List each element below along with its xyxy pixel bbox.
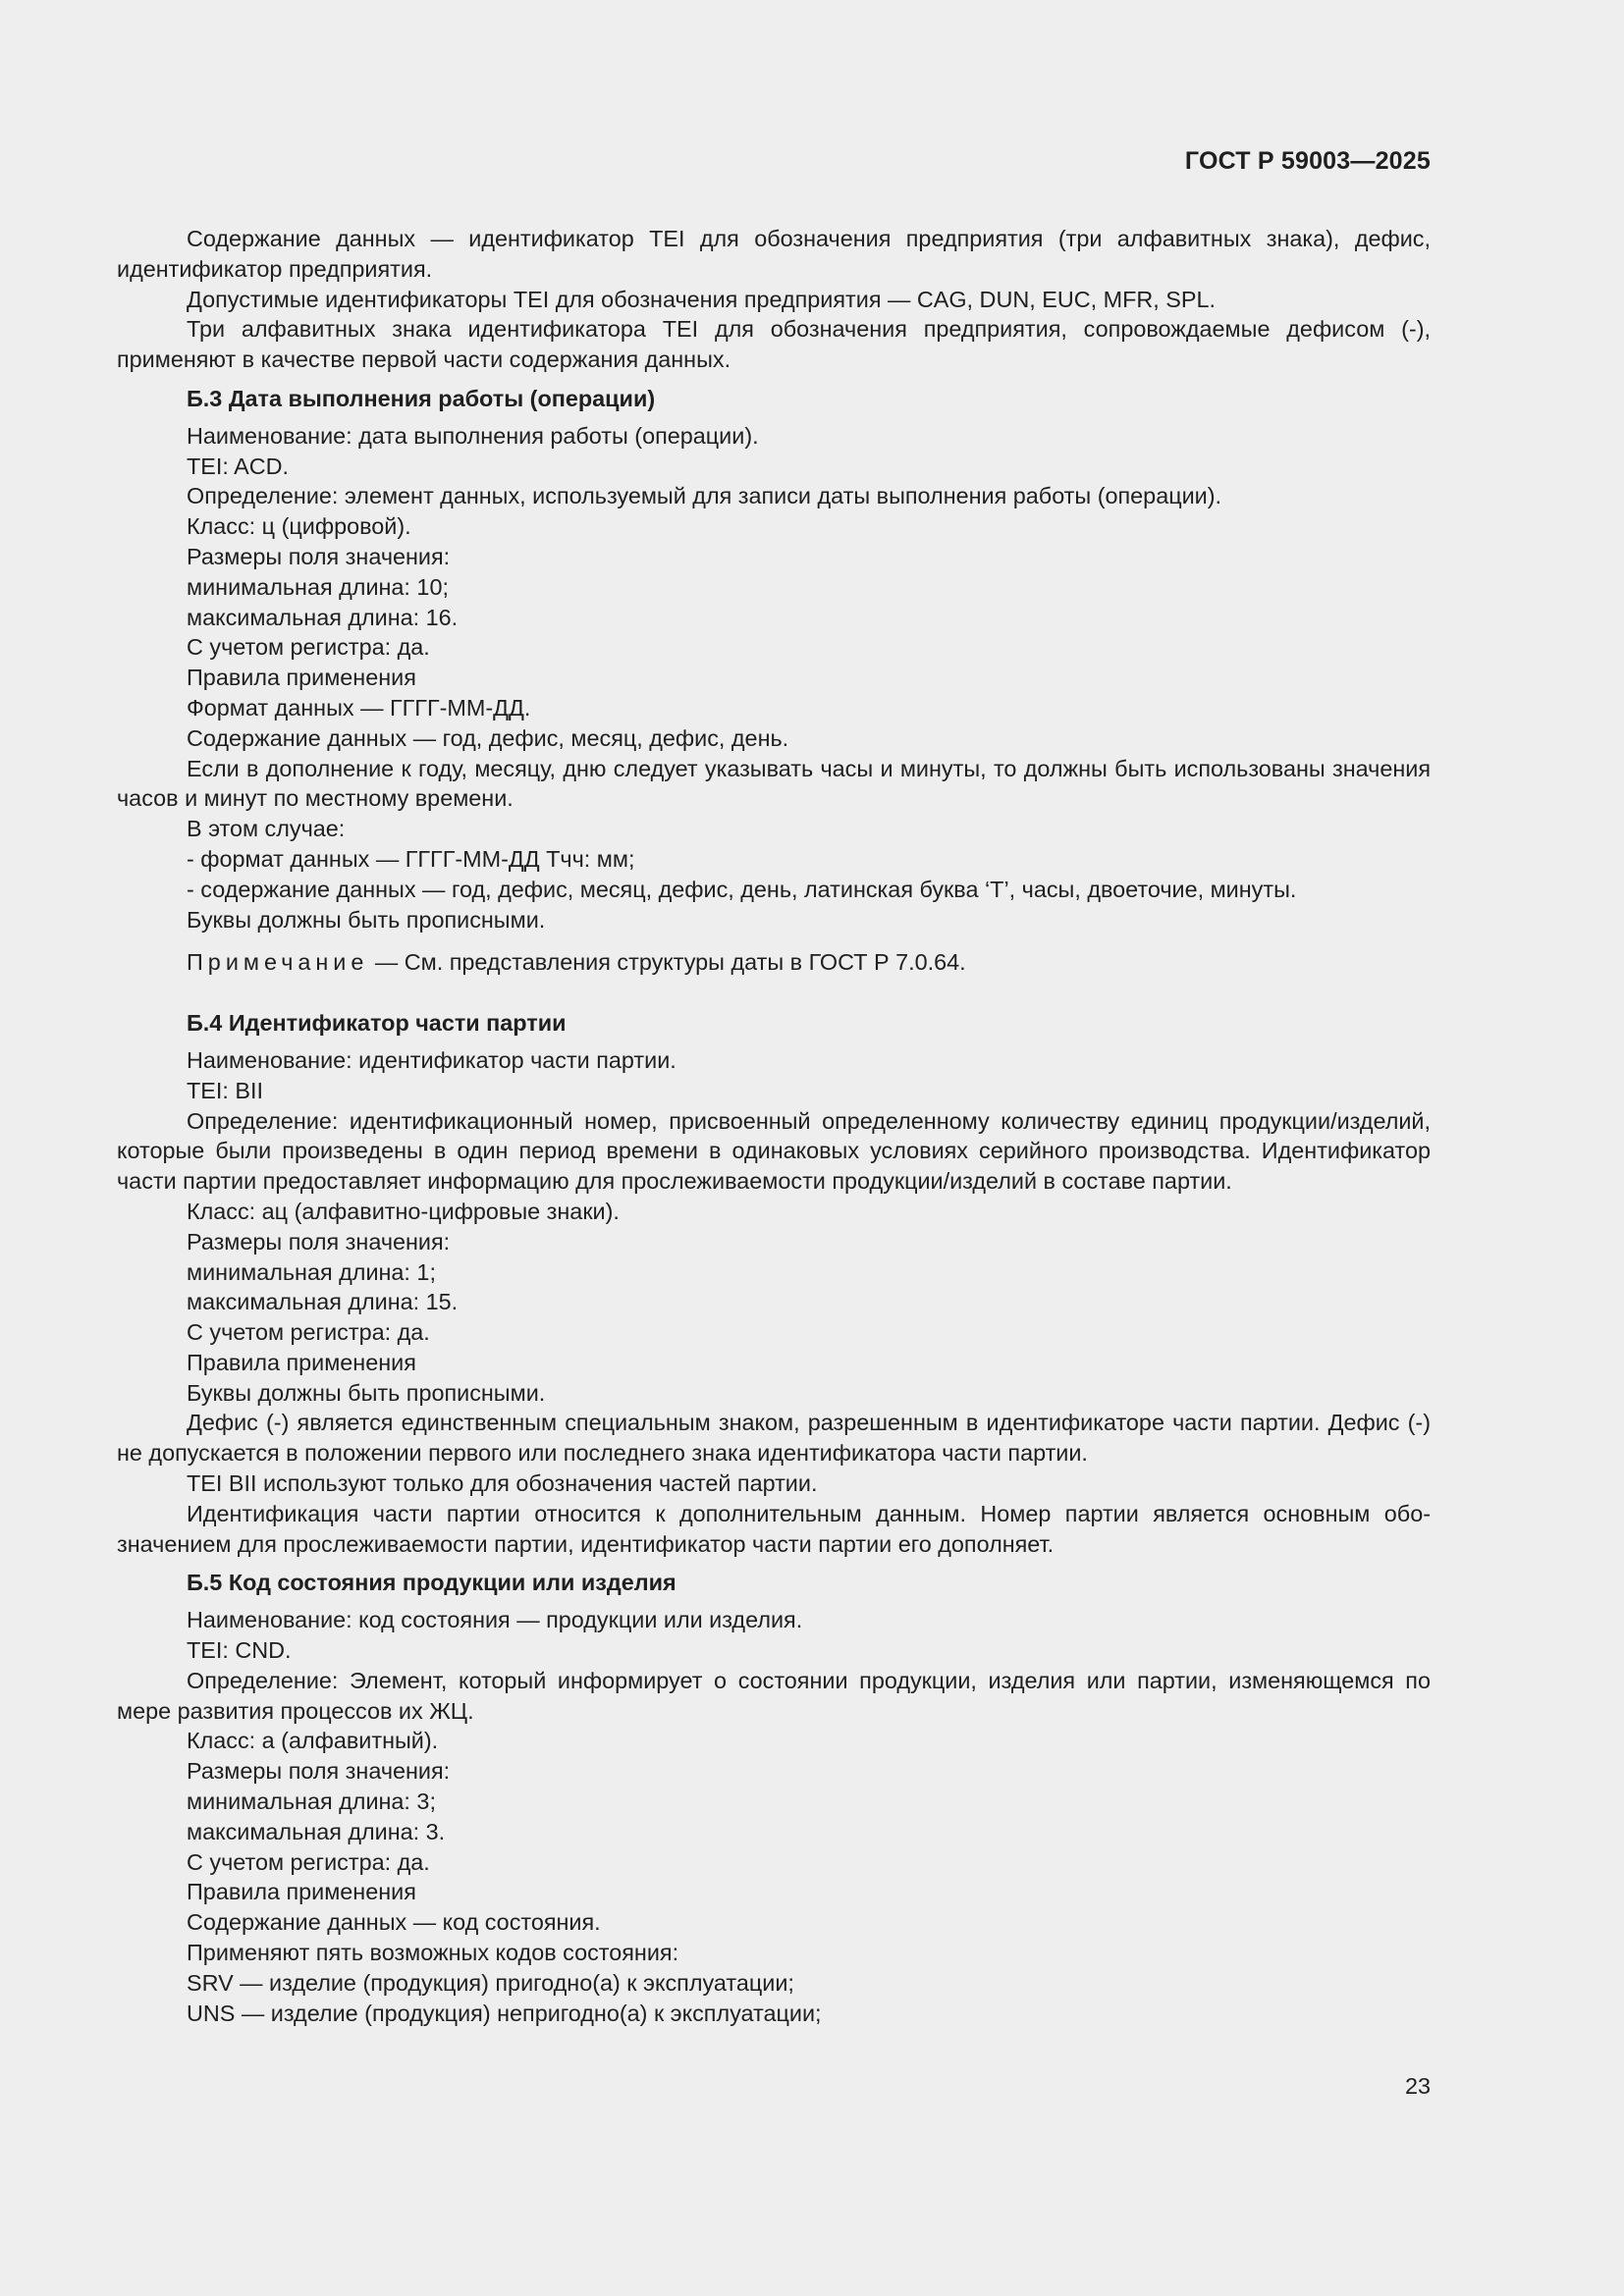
b5-max-length: максимальная длина: 3.: [187, 1818, 446, 1844]
b3-note: [117, 947, 1431, 978]
b3-format: Формат данных — ГГГГ-ММ-ДД.: [187, 694, 531, 721]
b4-min-length: минимальная длина: 1;: [187, 1258, 436, 1285]
b3-time-paragraph: Если в дополнение к году, месяцу, дню следует указывать часы и минуты, то должны быть использованы значения часов и минут по местному времени.: [117, 755, 1431, 812]
b3-class: Класс: ц (цифровой).: [187, 513, 411, 540]
b4-identification: Идентификация части партии относится к дополнительным данным. Номер партии является основным обозначением для прослеживаемости партии, идентификатор части партии его дополняет.: [117, 1500, 1431, 1557]
b3-uppercase: Буквы должны быть прописными.: [187, 906, 546, 933]
b3-name: Наименование: дата выполнения работы (операции).: [187, 422, 759, 449]
b3-tei: TEI: ACD.: [187, 453, 289, 479]
b5-code-srv: SRV — изделие (продукция) пригодно(а) к эксплуатации;: [187, 1969, 794, 1996]
b5-tei: TEI: CND.: [187, 1637, 292, 1664]
intro-paragraph-2: Допустимые идентификаторы TEI для обозначения предприятия — CAG, DUN, EUC, MFR, SPL.: [187, 286, 1216, 312]
b5-definition: Определение: Элемент, который информирует о состоянии продукции, изделия или партии, изменяющемся по мере развития процессов их ЖЦ.: [117, 1667, 1431, 1724]
b4-name: Наименование: идентификатор части партии.: [187, 1046, 677, 1073]
b4-definition: Определение: идентификационный номер, присвоенный определенному количеству единиц продукции/изделий, которые были произведены в один период времени в одинаковых условиях серийного производства. Идентификатор части партии предоставляет информацию для прослеживаемости продукции/изделий в составе партии.: [117, 1107, 1431, 1195]
document-header: ГОСТ Р 59003—2025: [1184, 147, 1431, 175]
note-text: — См. представления структуры даты в ГОСТ Р 7.0.64.: [368, 949, 966, 976]
intro-paragraph-3: Три алфавитных знака идентификатора TEI для обозначения предприятия, сопровождаемые дефисом (-), применяют в качестве первой части содержания данных.: [117, 316, 1431, 373]
b3-case: С учетом регистра: да.: [187, 634, 430, 661]
note-label: Примечание: [187, 949, 369, 976]
b5-code-uns: UNS — изделие (продукция) непригодно(а) к эксплуатации;: [187, 2000, 822, 2026]
b4-max-length: максимальная длина: 15.: [187, 1289, 459, 1315]
b5-class: Класс: а (алфавитный).: [187, 1728, 439, 1754]
page-number: 23: [1404, 2073, 1431, 2099]
b5-min-length: минимальная длина: 3;: [187, 1789, 436, 1815]
section-b4-heading: Б.4 Идентификатор части партии: [187, 1010, 567, 1037]
section-b3-heading: Б.3 Дата выполнения работы (операции): [187, 385, 656, 411]
section-b5-heading: Б.5 Код состояния продукции или изделия: [187, 1570, 677, 1596]
b3-list-item-1: - формат данных — ГГГГ-ММ-ДД Тчч: мм;: [187, 845, 635, 872]
b5-name: Наименование: код состояния — продукции или изделия.: [187, 1607, 803, 1633]
b5-case: С учетом регистра: да.: [187, 1848, 430, 1875]
b4-size-title: Размеры поля значения:: [187, 1228, 451, 1255]
b4-class: Класс: ац (алфавитно-цифровые знаки).: [187, 1198, 620, 1224]
b3-list-item-2: - содержание данных — год, дефис, месяц, дефис, день, латинская буква ‘Т’, часы, двоеточие, минуты.: [187, 876, 1297, 902]
b3-min-length: минимальная длина: 10;: [187, 573, 449, 600]
b4-tei: TEI: BII: [187, 1077, 263, 1103]
b3-content: Содержание данных — год, дефис, месяц, дефис, день.: [187, 724, 789, 751]
b5-five-codes: Применяют пять возможных кодов состояния:: [187, 1940, 679, 1966]
b4-rules: Правила применения: [187, 1349, 416, 1375]
document-body: [117, 224, 1431, 2028]
intro-paragraph-1: Содержание данных — идентификатор TEI для обозначения предприятия (три алфавитных знака), дефис, идентификатор предприятия.: [117, 226, 1431, 282]
b3-definition: Определение: элемент данных, используемый для записи даты выполнения работы (операции).: [187, 483, 1222, 509]
b4-hyphen: Дефис (-) является единственным специальным знаком, разрешенным в идентификаторе части партии. Дефис (-) не допускается в положении первого или последнего знака идентификатора части партии.: [117, 1410, 1431, 1467]
b5-size-title: Размеры поля значения:: [187, 1758, 451, 1785]
b4-usage: TEI BII используют только для обозначения частей партии.: [187, 1470, 818, 1497]
b3-max-length: максимальная длина: 16.: [187, 604, 459, 630]
b3-in-case: В этом случае:: [187, 816, 346, 842]
b3-rules: Правила применения: [187, 665, 416, 691]
b5-rules: Правила применения: [187, 1879, 416, 1905]
b5-content: Содержание данных — код состояния.: [187, 1909, 601, 1936]
b4-uppercase: Буквы должны быть прописными.: [187, 1379, 546, 1406]
b4-case: С учетом регистра: да.: [187, 1319, 430, 1346]
b3-size-title: Размеры поля значения:: [187, 543, 451, 569]
